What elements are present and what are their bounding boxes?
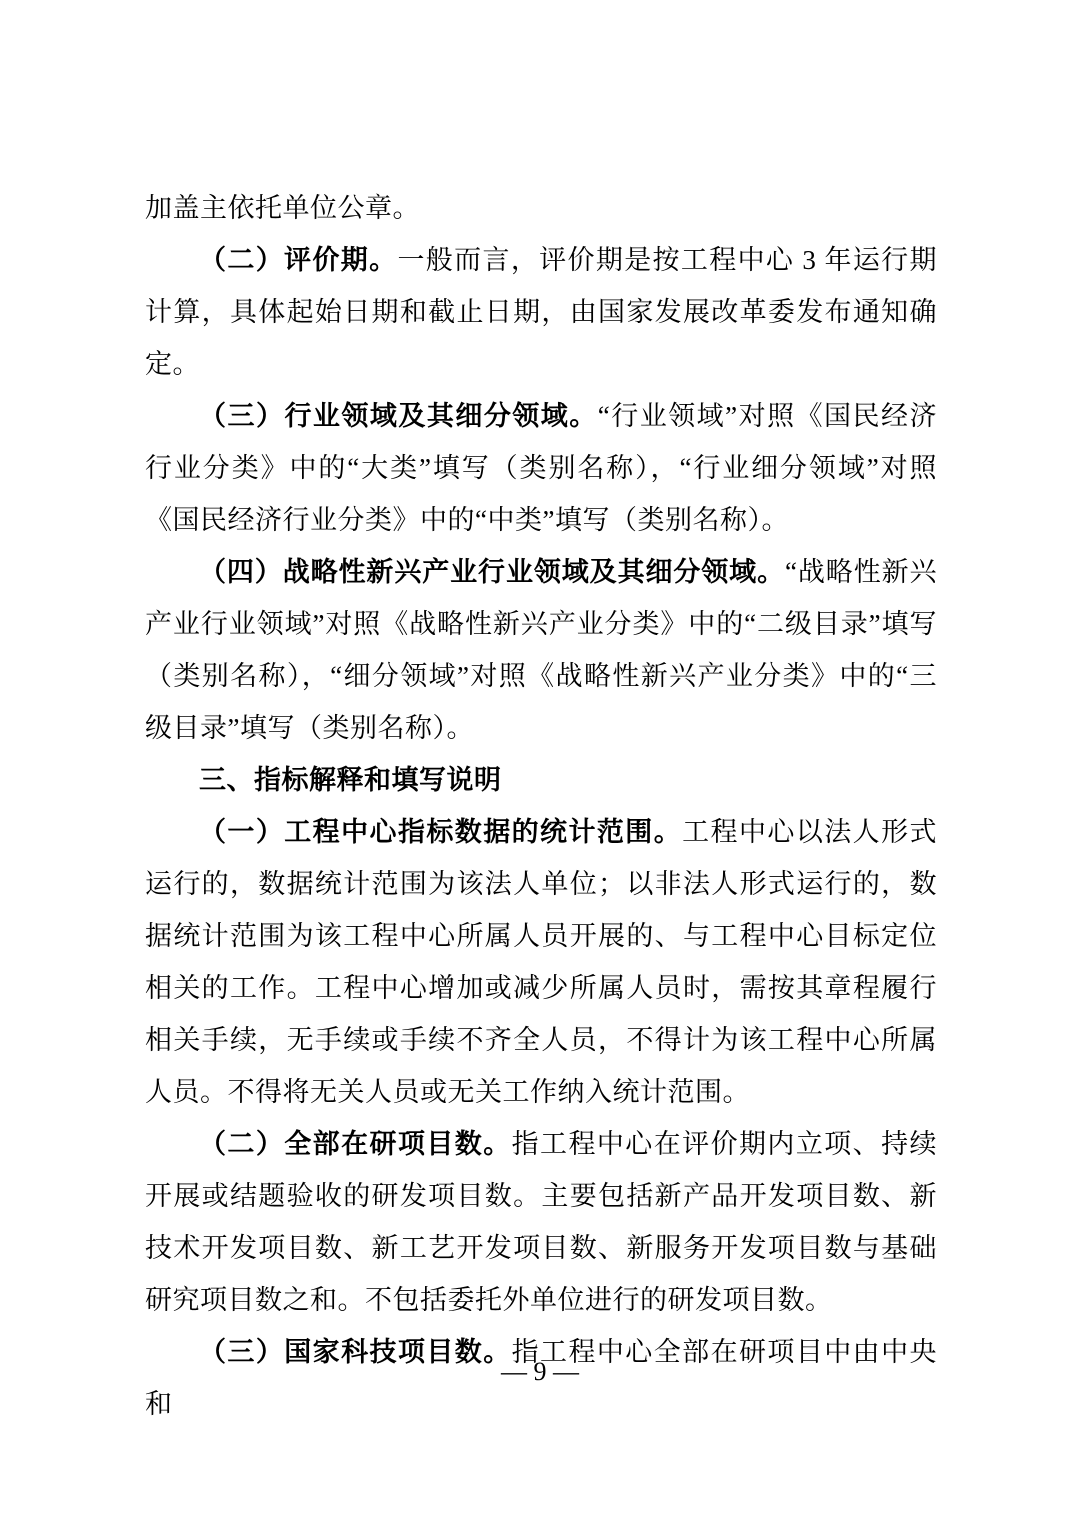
paragraph-lead: （三）国家科技项目数。 [199, 1337, 512, 1367]
paragraph-lead: （三）行业领域及其细分领域。 [199, 401, 598, 431]
paragraph-lead: （二）评价期。 [199, 245, 398, 275]
page-content [145, 182, 937, 1430]
paragraph [145, 806, 937, 1118]
paragraph [145, 1118, 937, 1326]
paragraph-text: 指工程中心全部在研项目中由中央和 [145, 1337, 938, 1419]
paragraph-text: “战略性新兴产业行业领域”对照《战略性新兴产业分类》中的“二级目录”填写（类别名称），“细分领域”对照《战略性新兴产业分类》中的“三级目录”填写（类别名称）。 [145, 557, 938, 743]
paragraph-lead: （四）战略性新兴产业行业领域及其细分领域。 [199, 557, 785, 587]
section-heading: 三、指标解释和填写说明 [199, 765, 502, 795]
paragraph [145, 234, 937, 390]
paragraph-text: 加盖主依托单位公章。 [145, 193, 420, 223]
paragraph [145, 546, 937, 754]
paragraph-lead: （二）全部在研项目数。 [199, 1129, 512, 1159]
paragraph-text: 指工程中心在评价期内立项、持续开展或结题验收的研发项目数。主要包括新产品开发项目数、新技术开发项目数、新工艺开发项目数、新服务开发项目数与基础研究项目数之和。不包括委托外单位进行的研发项目数。 [145, 1129, 938, 1315]
paragraph-continuation [145, 182, 937, 234]
paragraph-lead: （一）工程中心指标数据的统计范围。 [199, 817, 683, 847]
paragraph-text: 工程中心以法人形式运行的，数据统计范围为该法人单位；以非法人形式运行的，数据统计范围为该工程中心所属人员开展的、与工程中心目标定位相关的工作。工程中心增加或减少所属人员时，需按其章程履行相关手续，无手续或手续不齐全人员，不得计为该工程中心所属人员。不得将无关人员或无关工作纳入统计范围。 [145, 817, 938, 1107]
paragraph-text: 一般而言，评价期是按工程中心 3 年运行期计算，具体起始日期和截止日期，由国家发展改革委发布通知确定。 [145, 245, 938, 379]
paragraph [145, 390, 937, 546]
paragraph-text: “行业领域”对照《国民经济行业分类》中的“大类”填写（类别名称），“行业细分领域”对照《国民经济行业分类》中的“中类”填写（类别名称）。 [145, 401, 938, 535]
page-number: — 9 — [501, 1357, 579, 1386]
